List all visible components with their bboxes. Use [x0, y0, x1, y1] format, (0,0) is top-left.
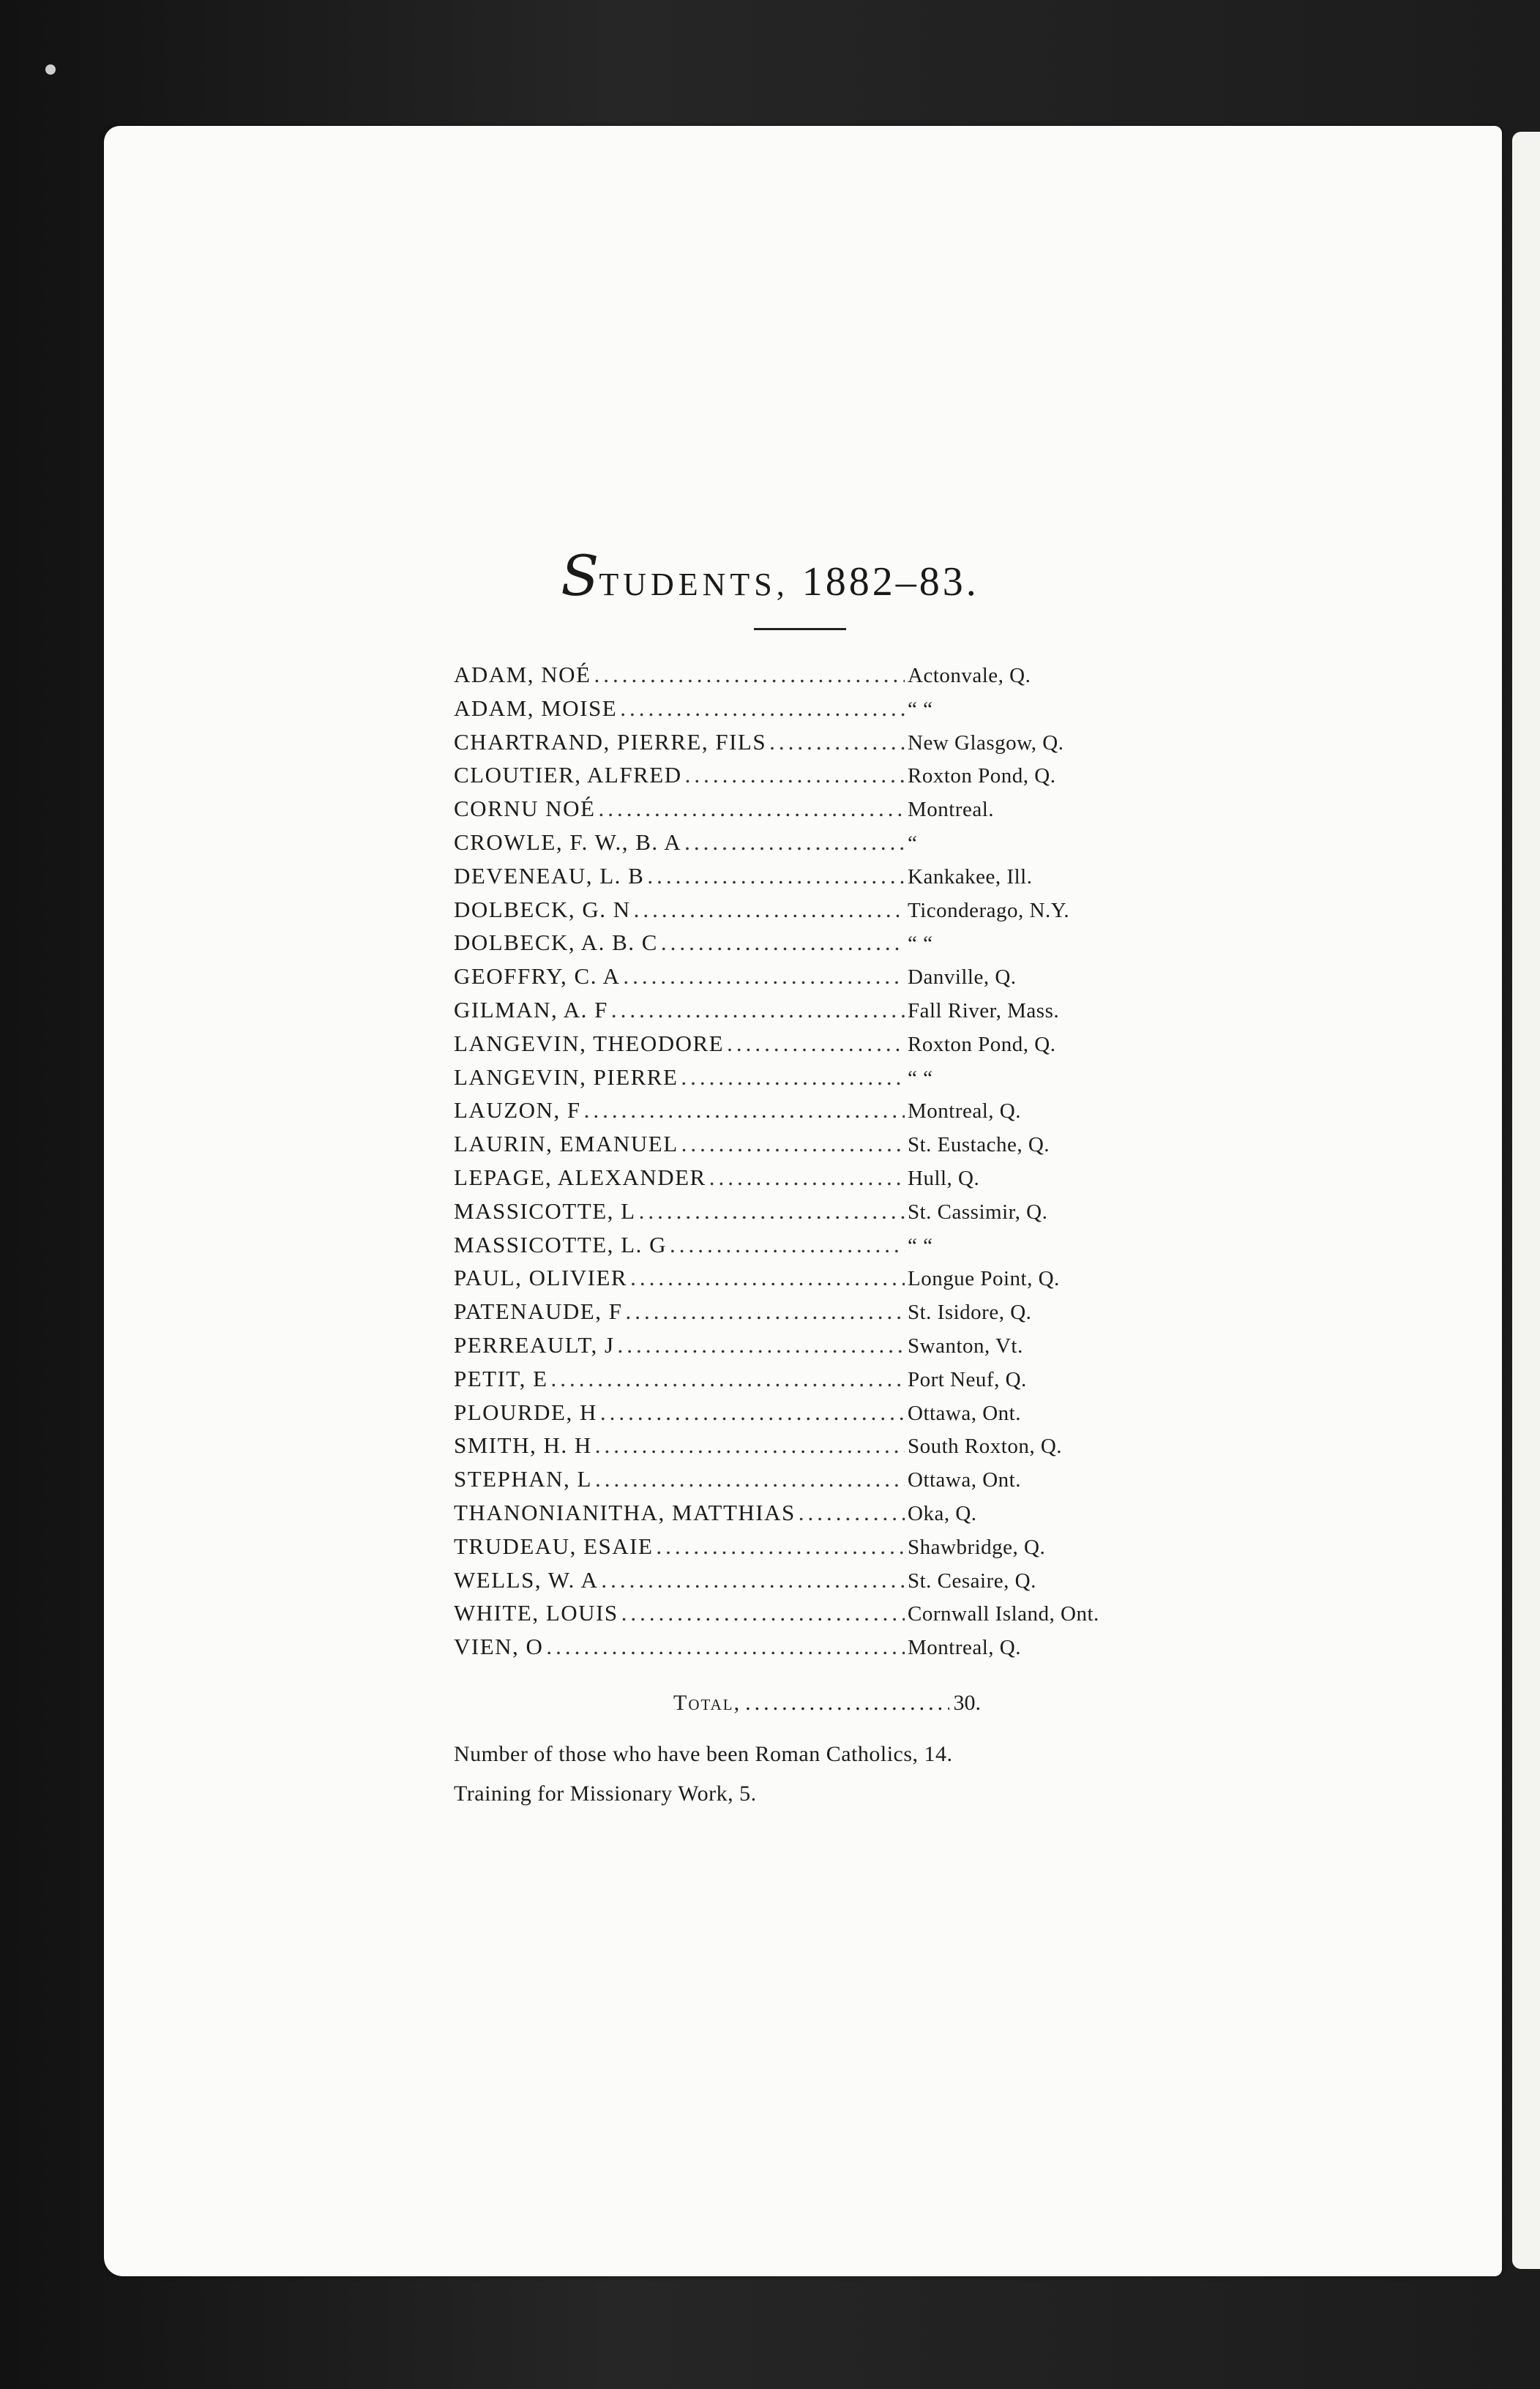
dot-leader: [618, 1332, 905, 1358]
student-row: [454, 1164, 1200, 1198]
student-place: Montreal, Q.: [908, 1099, 1021, 1124]
dot-leader: [769, 729, 905, 755]
student-row: [454, 1500, 1200, 1533]
dot-leader: [661, 930, 905, 956]
student-row: [454, 1567, 1200, 1601]
student-place: Hull, Q.: [908, 1166, 980, 1190]
student-row: [454, 1198, 1200, 1232]
dot-leader: [595, 1466, 905, 1492]
student-row: [454, 997, 1200, 1031]
dot-leader: [799, 1500, 905, 1526]
student-row: [454, 1031, 1200, 1064]
student-roster: [454, 662, 1200, 1667]
student-name: DEVENEAU, L. B: [454, 862, 645, 889]
student-name: GEOFFRY, C. A: [454, 963, 621, 990]
total-label: Total,: [673, 1691, 741, 1715]
title-word: TUDENTS,: [599, 567, 789, 602]
student-name: PERREAULT, J: [454, 1331, 615, 1358]
student-place: Oka, Q.: [908, 1501, 977, 1525]
student-name: MASSICOTTE, L: [454, 1197, 636, 1224]
dust-speck: [45, 64, 56, 75]
dot-leader: [595, 1432, 905, 1459]
dot-leader: [685, 762, 905, 788]
dot-leader: [656, 1533, 905, 1560]
title-rule: [754, 628, 846, 630]
student-row: [454, 1064, 1200, 1098]
student-row: [454, 1265, 1200, 1298]
student-row: [454, 1533, 1200, 1567]
student-name: GILMAN, A. F: [454, 996, 608, 1022]
student-row: [454, 1097, 1200, 1131]
page-title: [0, 543, 1540, 608]
student-name: PLOURDE, H: [454, 1399, 597, 1425]
student-place: Ottawa, Ont.: [908, 1401, 1021, 1425]
student-place: Port Neuf, Q.: [908, 1367, 1027, 1391]
student-row: [454, 1634, 1200, 1667]
title-year: 1882–83.: [801, 559, 979, 605]
next-page-edge: [1512, 132, 1540, 2269]
student-name: CHARTRAND, PIERRE, FILS: [454, 728, 767, 755]
student-name: SMITH, H. H: [454, 1432, 592, 1459]
student-place: Danville, Q.: [908, 965, 1017, 990]
student-name: ADAM, MOISE: [454, 695, 618, 721]
note-roman-catholics: Number of those who have been Roman Catholics, 14.: [454, 1742, 953, 1766]
student-place: Swanton, Vt.: [908, 1334, 1023, 1358]
student-place: “ “: [908, 932, 933, 956]
dot-leader: [551, 1366, 905, 1392]
student-row: [454, 930, 1200, 963]
student-place: Roxton Pond, Q.: [908, 764, 1056, 788]
dot-leader: [670, 1232, 905, 1258]
student-place: Kankakee, Ill.: [908, 864, 1033, 889]
student-place: Cornwall Island, Ont.: [908, 1602, 1099, 1626]
dot-leader: [598, 796, 905, 822]
student-name: LAURIN, EMANUEL: [454, 1131, 679, 1157]
student-place: Actonvale, Q.: [908, 664, 1031, 687]
student-row: [454, 1366, 1200, 1399]
student-name: CORNU NOÉ: [454, 796, 596, 822]
student-place: “ “: [908, 1233, 933, 1257]
student-name: DOLBECK, G. N: [454, 896, 631, 922]
dot-leader: [601, 1567, 905, 1593]
student-place: Montreal.: [908, 798, 995, 822]
dot-leader: [634, 897, 905, 923]
student-name: LANGEVIN, PIERRE: [454, 1063, 679, 1090]
student-name: STEPHAN, L: [454, 1466, 592, 1492]
student-name: TRUDEAU, ESAIE: [454, 1533, 654, 1559]
dot-leader: [681, 1131, 905, 1157]
student-place: Ticonderago, N.Y.: [908, 898, 1070, 922]
dot-leader: [681, 1064, 905, 1091]
student-place: “: [908, 831, 918, 855]
student-row: [454, 729, 1200, 763]
student-place: New Glasgow, Q.: [908, 730, 1064, 755]
total-value: 30.: [953, 1691, 981, 1715]
student-name: MASSICOTTE, L. G: [454, 1231, 667, 1257]
dot-leader: [600, 1399, 905, 1426]
student-place: Montreal, Q.: [908, 1636, 1021, 1660]
student-place: “ “: [908, 697, 933, 721]
dot-leader: [625, 1298, 905, 1325]
student-row: [454, 897, 1200, 930]
student-name: WHITE, LOUIS: [454, 1600, 618, 1626]
dot-leader: [630, 1265, 905, 1291]
student-place: St. Cesaire, Q.: [908, 1569, 1036, 1593]
student-name: PATENAUDE, F: [454, 1298, 623, 1325]
student-row: [454, 796, 1200, 829]
dot-leader: [623, 963, 905, 990]
student-place: South Roxton, Q.: [908, 1435, 1063, 1459]
dot-leader: [584, 1097, 905, 1124]
student-name: CLOUTIER, ALFRED: [454, 762, 682, 788]
student-place: Roxton Pond, Q.: [908, 1032, 1056, 1056]
dot-leader: [546, 1634, 905, 1660]
total-row: [673, 1691, 981, 1716]
dot-leader: [647, 863, 905, 889]
student-name: VIEN, O: [454, 1634, 544, 1660]
student-name: WELLS, W. A: [454, 1566, 599, 1593]
student-row: [454, 1399, 1200, 1433]
student-name: PETIT, E: [454, 1365, 548, 1391]
student-row: [454, 695, 1200, 729]
student-name: THANONIANITHA, MATTHIAS: [454, 1499, 796, 1525]
student-place: Longue Point, Q.: [908, 1267, 1060, 1291]
student-name: LEPAGE, ALEXANDER: [454, 1164, 706, 1190]
student-place: “ “: [908, 1066, 933, 1090]
student-row: [454, 1332, 1200, 1366]
student-row: [454, 1131, 1200, 1164]
title-initial: S: [561, 543, 599, 608]
student-row: [454, 863, 1200, 897]
student-row: [454, 762, 1200, 796]
student-name: LAUZON, F: [454, 1097, 581, 1124]
note-missionary-training: Training for Missionary Work, 5.: [454, 1782, 757, 1806]
dot-leader: [709, 1164, 905, 1191]
student-place: Fall River, Mass.: [908, 998, 1060, 1022]
student-place: Ottawa, Ont.: [908, 1468, 1021, 1492]
student-row: [454, 662, 1200, 695]
dot-leader: [620, 695, 905, 722]
student-row: [454, 1298, 1200, 1332]
dot-leader: [621, 1600, 905, 1626]
student-name: ADAM, NOÉ: [454, 662, 591, 687]
student-row: [454, 1600, 1200, 1634]
student-place: St. Eustache, Q.: [908, 1133, 1050, 1157]
student-row: [454, 829, 1200, 863]
student-row: [454, 1466, 1200, 1500]
student-row: [454, 963, 1200, 997]
dot-leader: [684, 829, 905, 856]
student-place: St. Isidore, Q.: [908, 1301, 1032, 1325]
student-row: [454, 1432, 1200, 1466]
student-name: CROWLE, F. W., B. A: [454, 829, 682, 855]
student-place: St. Cassimir, Q.: [908, 1200, 1048, 1224]
student-row: [454, 1232, 1200, 1265]
student-place: Shawbridge, Q.: [908, 1535, 1046, 1559]
dot-leader: [639, 1198, 905, 1225]
student-name: LANGEVIN, THEODORE: [454, 1030, 725, 1056]
dot-leader: [727, 1031, 905, 1057]
dot-leader: [611, 997, 905, 1023]
student-name: DOLBECK, A. B. C: [454, 930, 658, 956]
dot-leader: [745, 1691, 949, 1716]
dot-leader: [594, 662, 905, 688]
student-name: PAUL, OLIVIER: [454, 1265, 628, 1291]
